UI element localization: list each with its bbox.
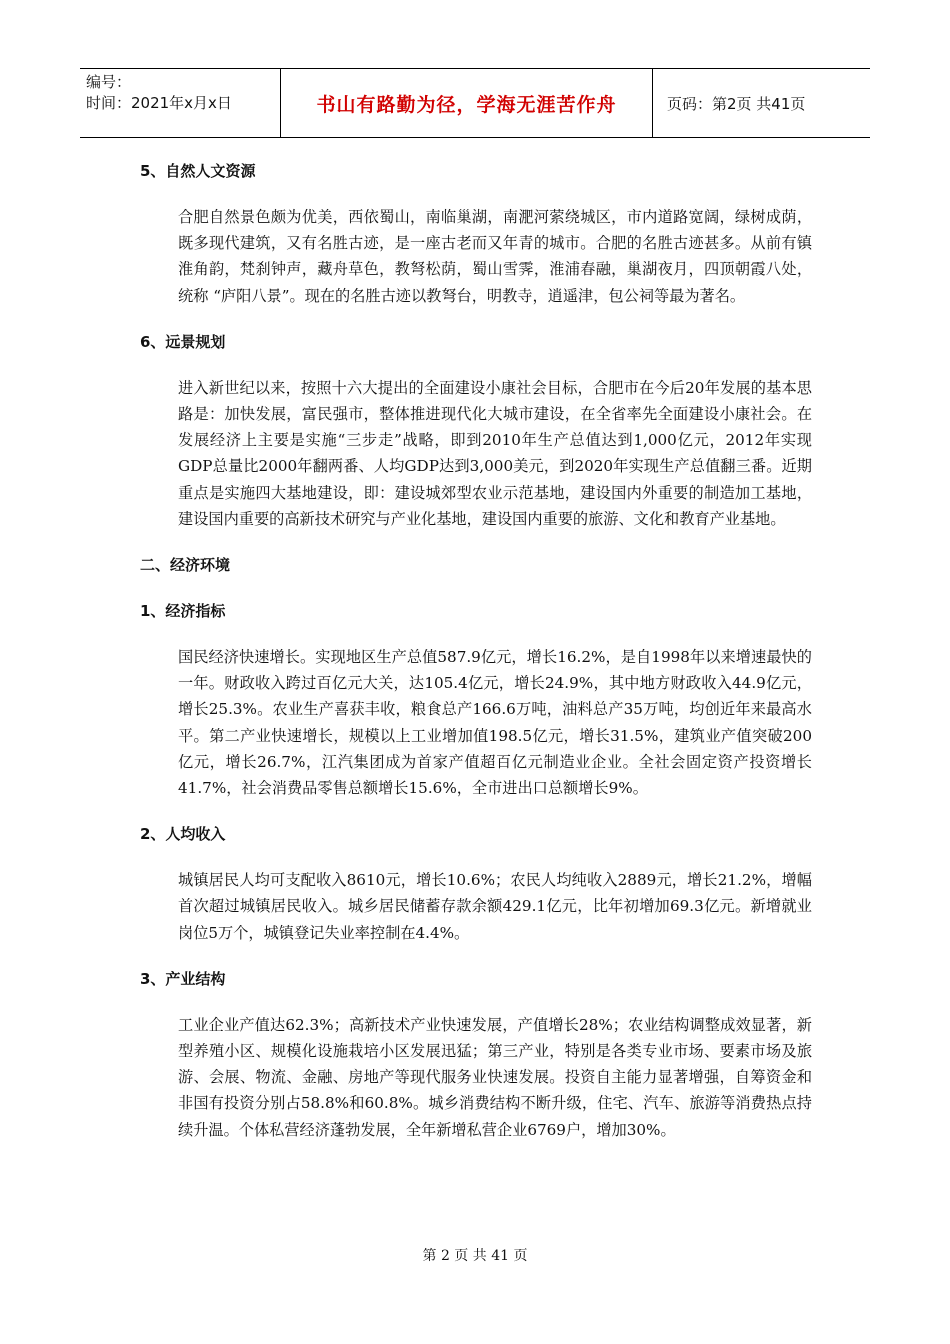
section-paragraph: 合肥自然景色颇为优美，西依蜀山，南临巢湖，南淝河萦绕城区，市内道路宽阔，绿树成荫，既多现代建筑，又有名胜古迹，是一座古老而又年青的城市。合肥的名胜古迹甚多。从前有镇淮角韵，梵刹钟声，藏舟草色，教弩松荫，蜀山雪霁，淮浦春融，巢湖夜月，四顶朝霞八处，统称 “庐阳八景”。现在的名胜古迹以教弩台，明教寺，逍遥津，包公祠等最为著名。 [178,208,812,305]
section-heading: 1、经济指标 [140,602,226,621]
section-heading: 6、远景规划 [140,332,226,351]
time-label: 时间：2021年x月x日 [86,94,232,112]
serial-label: 编号： [86,73,132,91]
header-meta [80,69,281,137]
document-body [140,158,812,1143]
section-paragraph: 城镇居民人均可支配收入8610元，增长10.6%；农民人均纯收入2889元，增长21.2%，增幅首次超过城镇居民收入。城乡居民储蓄存款余额429.1亿元，比年初增加69.3亿元。新增就业岗位5万个，城镇登记失业率控制在4.4%。 [178,871,812,942]
section-paragraph: 国民经济快速增长。实现地区生产总值587.9亿元，增长16.2%，是自1998年以来增速最快的一年。财政收入跨过百亿元大关，达105.4亿元，增长24.9%，其中地方财政收入44.9亿元，增长25.3%。农业生产喜获丰收，粮食总产166.6万吨，油料总产35万吨，均创近年来最高水平。第二产业快速增长，规模以上工业增加值198.5亿元，增长31.5%，建筑业产值突破200亿元，增长26.7%，江汽集团成为首家产值超百亿元制造业企业。全社会固定资产投资增长41.7%，社会消费品零售总额增长15.6%，全市进出口总额增长9%。 [178,648,812,798]
section-paragraph: 工业企业产值达62.3%；高新技术产业快速发展，产值增长28%；农业结构调整成效显著，新型养殖小区、规模化设施栽培小区发展迅猛；第三产业，特别是各类专业市场、要素市场及旅游、会展、物流、金融、房地产等现代服务业快速发展。投资自主能力显著增强，自筹资金和非国有投资分别占58.8%和60.8%。城乡消费结构不断升级，住宅、汽车、旅游等消费热点持续升温。个体私营经济蓬勃发展，全年新增私营企业6769户，增加30%。 [178,1015,812,1139]
section-heading: 3、产业结构 [140,969,226,988]
header-motto: 书山有路勤为径，学海无涯苦作舟 [281,69,653,137]
header-page-label: 页码：第2页 共41页 [667,94,806,113]
section-paragraph: 进入新世纪以来，按照十六大提出的全面建设小康社会目标，合肥市在今后20年发展的基本思路是：加快发展，富民强市，整体推进现代化大城市建设，在全省率先全面建设小康社会。在发展经济上主要是实施“三步走”战略，即到2010年生产总值达到1,000亿元，2012年实现GDP总量比2000年翻两番、人均GDP达到3,000美元，到2020年实现生产总值翻三番。近期重点是实施四大基地建设，即：建设城郊型农业示范基地，建设国内外重要的制造加工基地，建设国内重要的高新技术研究与产业化基地，建设国内重要的旅游、文化和教育产业基地。 [178,378,812,528]
chapter-heading: 二、经济环境 [140,556,231,575]
section-heading: 5、自然人文资源 [140,162,256,180]
page-header [80,68,870,138]
page-footer: 第 2 页 共 41 页 [422,1248,528,1264]
section-heading: 2、人均收入 [140,825,226,844]
